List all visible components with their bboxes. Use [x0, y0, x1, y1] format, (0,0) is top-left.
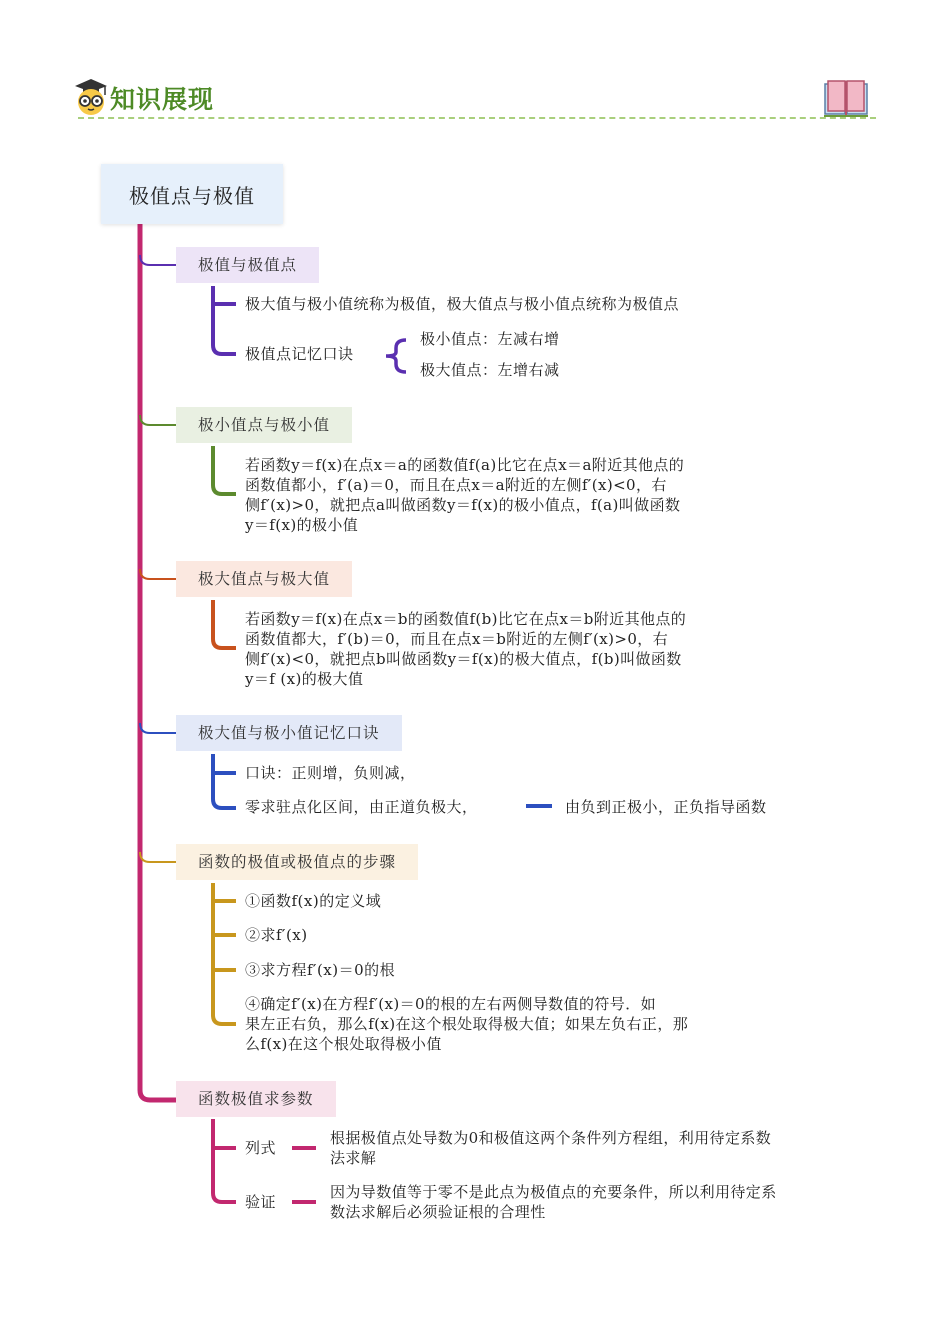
branch-2 — [140, 415, 176, 425]
s3-line-4: y＝f (x)的极大值 — [245, 670, 364, 688]
s5-step-3: ③求方程f′(x)＝0的根 — [245, 961, 396, 979]
section-extrema-and-points: 极值与极值点 — [176, 247, 319, 283]
s5-step-2: ②求f′(x) — [245, 926, 308, 944]
s6-verify-line-2: 数法求解后必须验证根的合理性 — [330, 1203, 546, 1221]
s4-item-2: 零求驻点化区间，由正道负极大， — [245, 798, 478, 816]
header-title: 知识展现 — [110, 85, 215, 114]
s4-extra: 由负到正极小，正负指导函数 — [565, 798, 767, 816]
s5-step-4-line-1: ④确定f′(x)在方程f′(x)＝0的根的左右两侧导数值的符号．如 — [245, 995, 656, 1013]
s5-step-4-line-3: 么f(x)在这个根处取得极小值 — [245, 1035, 442, 1053]
s2-line-4: y＝f(x)的极小值 — [245, 516, 359, 534]
s3-line-3: 侧f′(x)<0，就把点b叫做函数y＝f(x)的极大值点，f(b)叫做函数 — [245, 650, 682, 668]
branch-5 — [140, 852, 176, 862]
branch-3 — [140, 569, 176, 579]
s2-paragraph — [245, 455, 805, 535]
s1-item-definition: 极大值与极小值统称为极值，极大值点与极小值点统称为极值点 — [245, 295, 680, 313]
s3-line-1: 若函数y＝f(x)在点x＝b的函数值f(b)比它在点x＝b附近其他点的 — [245, 610, 687, 628]
s6-bracket — [213, 1119, 236, 1202]
s2-line-2: 函数值都小，f′(a)＝0，而且在点x＝a附近的左侧f′(x)<0，右 — [245, 476, 667, 494]
s6-verify-line-1: 因为导数值等于零不是此点为极值点的充要条件，所以利用待定系 — [330, 1183, 777, 1201]
section-max-min-mnemonic: 极大值与极小值记忆口诀 — [176, 715, 402, 751]
s3-line-2: 函数值都大，f′(b)＝0，而且在点x＝b附近的左侧f′(x)>0，右 — [245, 630, 669, 648]
s3-bracket — [213, 600, 236, 648]
s5-step-1: ①函数f(x)的定义域 — [245, 892, 382, 910]
open-book-icon — [823, 78, 869, 124]
section-local-minimum: 极小值点与极小值 — [176, 407, 352, 443]
header-divider — [78, 117, 876, 119]
s1-item-mnemonic: 极值点记忆口诀 — [245, 345, 354, 363]
branch-1 — [140, 255, 176, 265]
s5-step-4-line-2: 果左正右负，那么f(x)在这个根处取得极大值；如果左负右正，那 — [245, 1015, 689, 1033]
section-parameters: 函数极值求参数 — [176, 1081, 336, 1117]
s6-formulate-line-2: 法求解 — [330, 1149, 377, 1167]
s1-curly — [386, 340, 406, 372]
s1-sub-min: 极小值点：左减右增 — [420, 330, 560, 348]
s6-label-verify: 验证 — [245, 1193, 277, 1211]
s6-formulate-line-1: 根据极值点处导数为0和极值这两个条件列方程组，利用待定系数 — [330, 1129, 772, 1147]
s2-bracket — [213, 446, 236, 494]
main-trunk — [140, 224, 176, 1100]
s5-bracket — [213, 883, 236, 1024]
section-steps: 函数的极值或极值点的步骤 — [176, 844, 418, 880]
s5-step-4 — [245, 994, 805, 1054]
s1-sub-max: 极大值点：左增右减 — [420, 361, 560, 379]
s6-formulate-text — [330, 1128, 870, 1168]
s4-bracket — [213, 754, 236, 808]
s2-line-3: 侧f′(x)>0，就把点a叫做函数y＝f(x)的极小值点，f(a)叫做函数 — [245, 496, 681, 514]
section-local-maximum: 极大值点与极大值 — [176, 561, 352, 597]
s1-bracket — [213, 286, 236, 354]
root-topic: 极值点与极值 — [101, 164, 283, 224]
owl-scholar-icon — [74, 78, 108, 120]
s3-paragraph — [245, 609, 805, 689]
s4-item-1: 口诀：正则增，负则减， — [245, 764, 416, 782]
branch-4 — [140, 723, 176, 733]
s2-line-1: 若函数y＝f(x)在点x＝a的函数值f(a)比它在点x＝a附近其他点的 — [245, 456, 685, 474]
s6-label-formulate: 列式 — [245, 1139, 277, 1157]
s6-verify-text — [330, 1182, 870, 1222]
